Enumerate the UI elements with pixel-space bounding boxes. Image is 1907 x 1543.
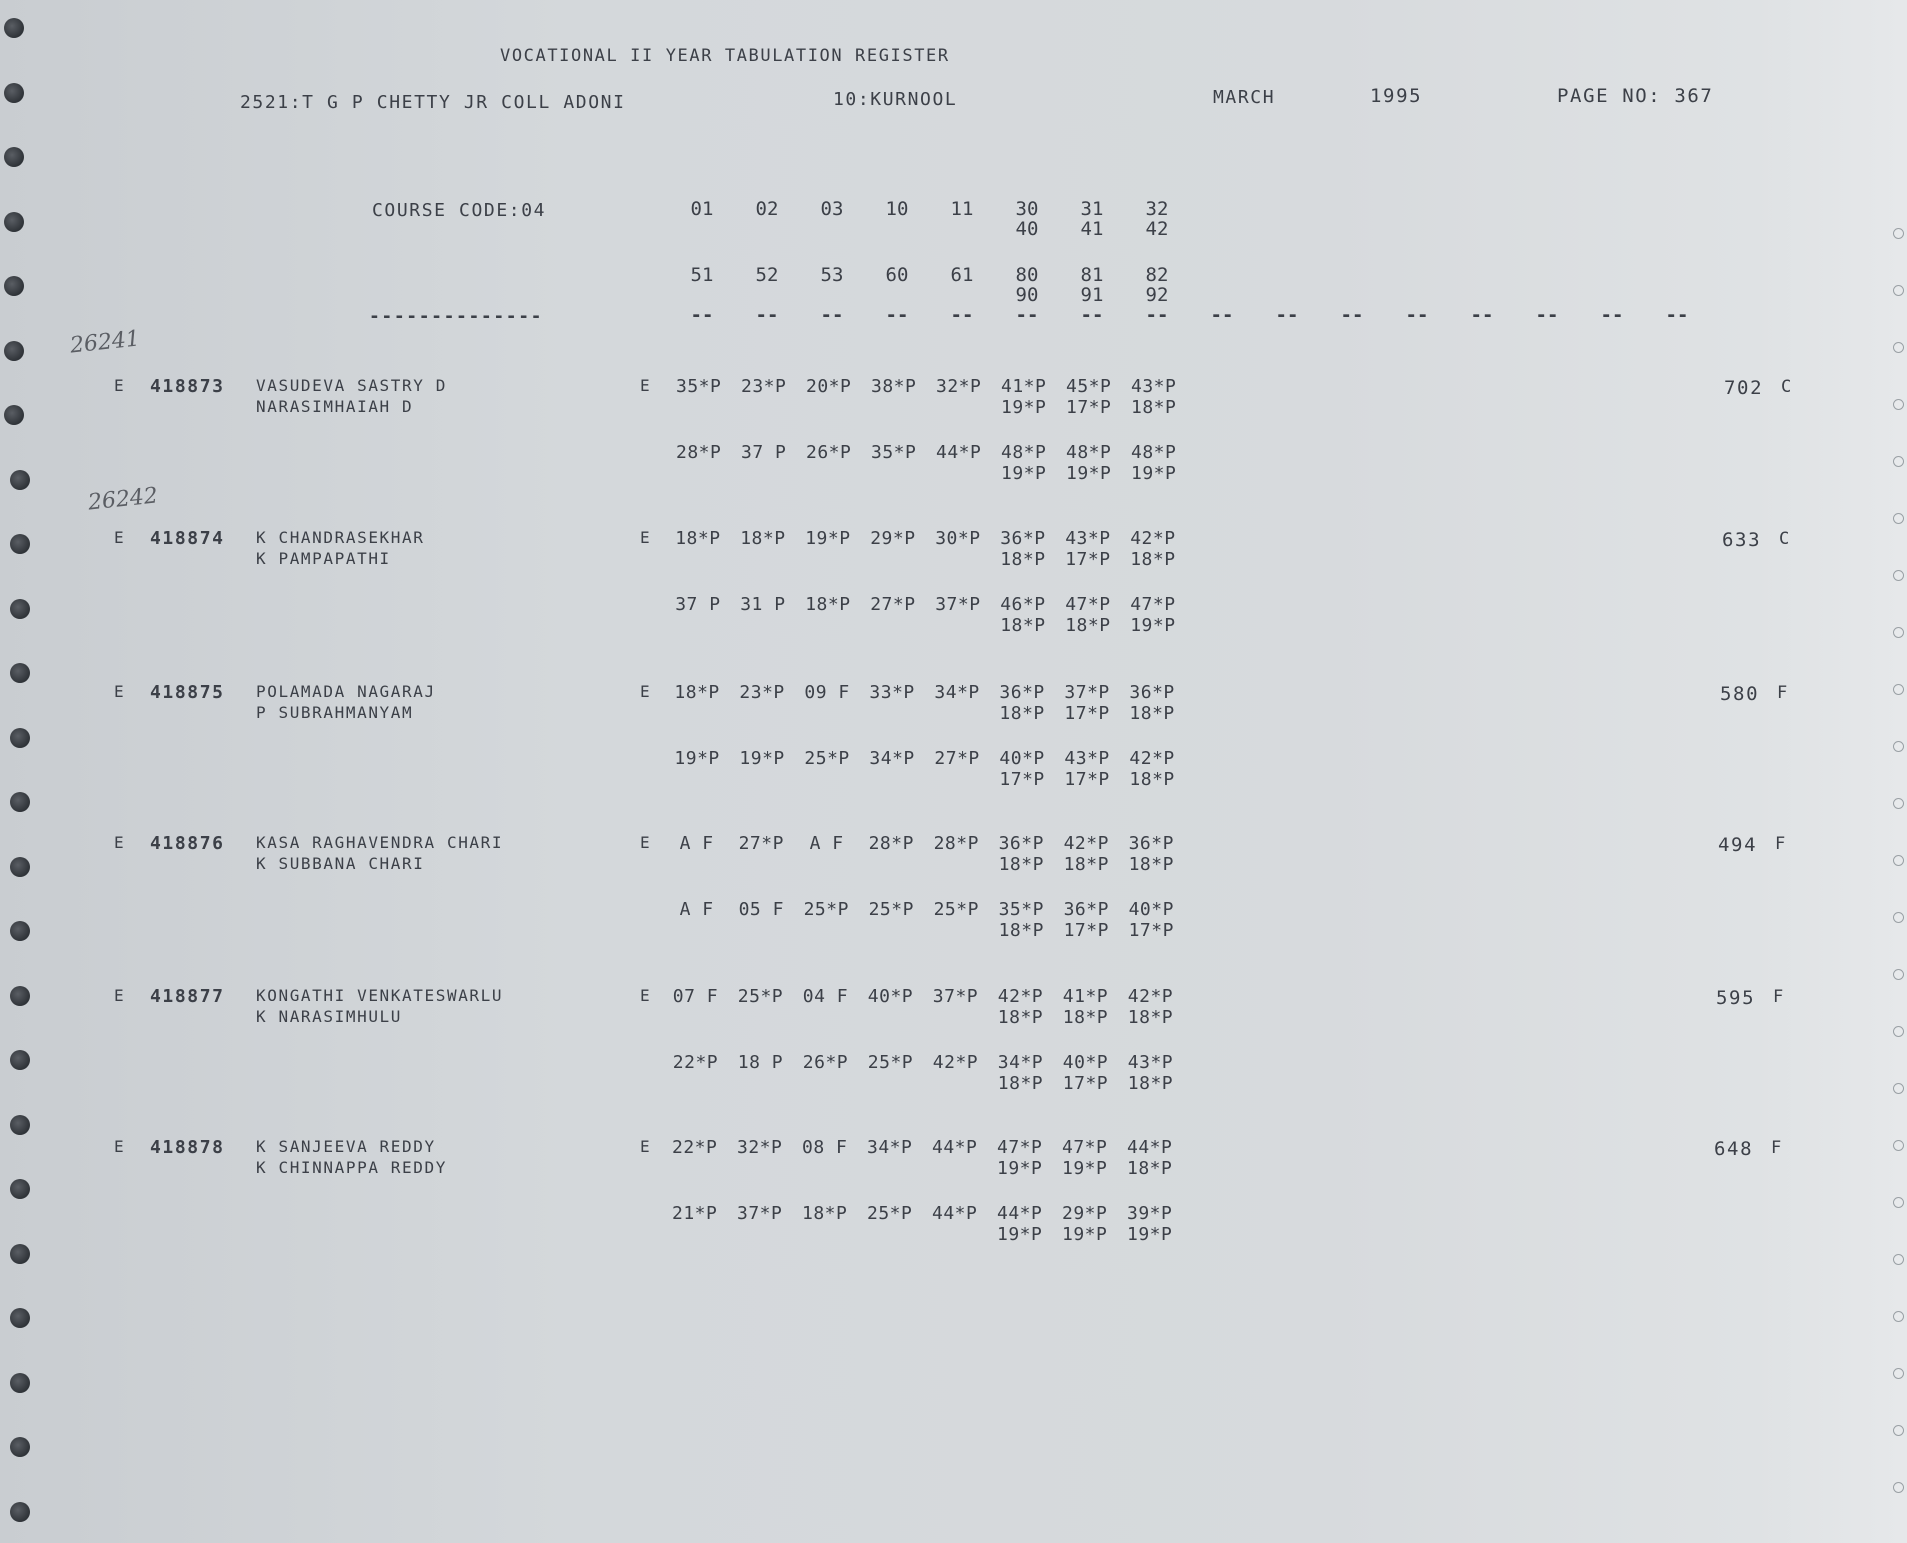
mark: 25*P [803,899,849,920]
mark: 40*P [999,748,1045,769]
result-grade: F [1771,1138,1783,1158]
total-marks: 648 [1714,1138,1754,1160]
register-title: VOCATIONAL II YEAR TABULATION REGISTER [500,46,950,66]
mark: 32*P [936,376,982,397]
mark: 32*P [737,1137,783,1158]
mark: 17*P [999,769,1045,790]
edge-perforation [1893,1368,1904,1379]
mark: 44*P [932,1203,978,1224]
column-dash: -- [1275,304,1299,326]
mark: 19*P [1127,1224,1173,1245]
mark: 43*P [1131,376,1177,397]
total-marks: 702 [1724,377,1764,399]
subject-code: 51 [690,264,714,286]
punch-hole [10,1373,30,1393]
total-marks: 494 [1718,834,1758,856]
mark: 39*P [1127,1203,1173,1224]
punch-hole [10,1308,30,1328]
college-name: 2521:T G P CHETTY JR COLL ADONI [240,92,626,113]
subject-code: 02 [755,198,779,220]
mark: A F [679,899,714,920]
mark: 47*P [1065,594,1111,615]
subject-code: 53 [820,264,844,286]
mark: 18*P [1063,854,1109,875]
edge-perforation [1893,741,1904,752]
mark: 19*P [739,748,785,769]
mark: 46*P [1000,594,1046,615]
mark: 23*P [741,376,787,397]
subject-code: 60 [885,264,909,286]
punch-hole [10,1502,30,1522]
edge-perforation [1893,342,1904,353]
medium-code: E [640,376,652,395]
mark: 35*P [998,899,1044,920]
column-dash: -- [1405,304,1429,326]
punch-hole [4,83,24,103]
punch-hole [10,728,30,748]
mark: 28*P [933,833,979,854]
record-type: E [114,376,126,395]
father-name: P SUBRAHMANYAM [256,703,414,722]
subject-code: 01 [690,198,714,220]
mark: 18*P [1127,1007,1174,1028]
total-marks: 633 [1722,529,1762,551]
mark: 36*P [1128,833,1174,854]
mark: 09 F [804,682,850,703]
punch-hole [10,470,30,490]
edge-perforation [1893,1140,1904,1151]
mark: 31 P [740,594,786,615]
mark: 44*P [997,1203,1043,1224]
mark: 43*P [1064,748,1110,769]
mark: 43*P [1065,528,1111,549]
mark: 29*P [870,528,916,549]
mark: 25*P [737,986,784,1007]
punch-hole [10,1115,30,1135]
mark: 36*P [1129,682,1175,703]
mark: 18*P [999,703,1045,724]
medium-code: E [640,682,652,701]
mark: 26*P [806,442,852,463]
mark: 48*P [1001,442,1047,463]
father-name: K SUBBANA CHARI [256,854,425,873]
mark: 29*P [1062,1203,1108,1224]
father-name: K CHINNAPPA REDDY [256,1158,447,1177]
mark: 18*P [1129,769,1175,790]
subject-code: 92 [1145,284,1169,306]
edge-perforation [1893,1311,1904,1322]
mark: 17*P [1128,920,1174,941]
mark: 18*P [997,1007,1044,1028]
mark: 18 P [737,1052,784,1073]
student-name: KASA RAGHAVENDRA CHARI [256,833,504,852]
mark: 28*P [676,442,722,463]
total-marks: 580 [1720,683,1760,705]
subject-code: 10 [885,198,909,220]
column-dash: -- [820,304,844,326]
edge-perforation [1893,855,1904,866]
column-dash: -- [690,304,714,326]
record-type: E [114,833,126,852]
mark: 36*P [998,833,1044,854]
mark: 27*P [738,833,784,854]
mark: 27*P [934,748,980,769]
student-name: K SANJEEVA REDDY [256,1137,436,1156]
mark: 37*P [737,1203,783,1224]
punch-hole [4,147,24,167]
edge-perforation [1893,285,1904,296]
mark: 21*P [672,1203,718,1224]
mark: 44*P [1127,1137,1173,1158]
mark: 19*P [997,1158,1043,1179]
punch-hole [4,341,24,361]
subject-code: 52 [755,264,779,286]
edge-perforation [1893,399,1904,410]
column-dash: -- [1210,304,1234,326]
mark: 37*P [932,986,979,1007]
mark: 40*P [1128,899,1174,920]
mark: 40*P [1062,1052,1109,1073]
mark: 30*P [935,528,981,549]
column-dash: -- [1145,304,1169,326]
mark: 47*P [1062,1137,1108,1158]
mark: 36*P [1063,899,1109,920]
student-name: KONGATHI VENKATESWARLU [256,986,504,1005]
father-name: K NARASIMHULU [256,1007,403,1026]
mark: 47*P [1130,594,1176,615]
punch-hole [10,599,30,619]
course-code-label: COURSE CODE:04 [372,200,547,221]
punch-hole [10,792,30,812]
punch-hole [4,276,24,296]
subject-code: 90 [1015,284,1039,306]
punch-hole [4,18,24,38]
punch-hole [10,534,30,554]
record-type: E [114,1137,126,1156]
result-grade: C [1781,377,1793,397]
mark: 19*P [1001,463,1047,484]
mark: 17*P [1063,920,1109,941]
subject-code: 81 [1080,264,1104,286]
mark: 19*P [1001,397,1047,418]
mark: 17*P [1062,1073,1109,1094]
column-dash: -- [1470,304,1494,326]
column-dash: -- [1535,304,1559,326]
mark: 25*P [868,899,914,920]
mark: 35*P [871,442,917,463]
exam-month: MARCH [1213,87,1276,108]
mark: 37 P [741,442,787,463]
handwritten-annotation-1: 26241 [68,326,142,359]
punch-hole [4,405,24,425]
handwritten-annotation-2: 26242 [86,483,160,516]
punch-hole [10,1437,30,1457]
mark: 18*P [740,528,786,549]
column-dash: -- [1015,304,1039,326]
page-number: PAGE NO: 367 [1557,85,1714,107]
subject-code: 30 [1015,198,1039,220]
mark: 34*P [934,682,980,703]
mark: 27*P [870,594,916,615]
district-name: 10:KURNOOL [833,89,958,110]
mark: 25*P [933,899,979,920]
mark: 22*P [672,1137,718,1158]
mark: 18*P [1127,1073,1174,1094]
mark: 18*P [1000,615,1046,636]
punch-hole [10,1244,30,1264]
mark: 36*P [999,682,1045,703]
student-name: K CHANDRASEKHAR [256,528,425,547]
subject-code: 82 [1145,264,1169,286]
mark: 18*P [805,594,851,615]
subject-code: 11 [950,198,974,220]
mark: 37*P [1064,682,1110,703]
result-grade: F [1775,834,1787,854]
column-dash: -- [1665,304,1689,326]
mark: 04 F [802,986,849,1007]
mark: 17*P [1066,397,1112,418]
mark: 08 F [802,1137,848,1158]
edge-perforation [1893,1425,1904,1436]
mark: 18*P [998,920,1044,941]
punch-hole [10,1179,30,1199]
edge-perforation [1893,228,1904,239]
column-dash: -- [1080,304,1104,326]
mark: 19*P [1131,463,1177,484]
column-dash: -- [1340,304,1364,326]
mark: 18*P [997,1073,1044,1094]
mark: 18*P [1130,549,1176,570]
mark: 19*P [1066,463,1112,484]
record-type: E [114,986,126,1005]
total-marks: 595 [1716,987,1756,1009]
edge-perforation [1893,912,1904,923]
register-number: 418877 [150,986,225,1007]
mark: 45*P [1066,376,1112,397]
edge-perforation [1893,1026,1904,1037]
mark: 19*P [997,1224,1043,1245]
edge-perforation [1893,1482,1904,1493]
medium-code: E [640,528,652,547]
mark: 18*P [1062,1007,1109,1028]
mark: 48*P [1131,442,1177,463]
medium-code: E [640,1137,652,1156]
mark: 44*P [936,442,982,463]
mark: 42*P [932,1052,979,1073]
mark: 34*P [867,1137,913,1158]
register-number: 418875 [150,682,225,703]
mark: 41*P [1001,376,1047,397]
exam-year: 1995 [1370,85,1423,107]
mark: 23*P [739,682,785,703]
subject-code: 91 [1080,284,1104,306]
mark: 37 P [675,594,721,615]
mark: 17*P [1065,549,1111,570]
mark: A F [809,833,844,854]
subject-code: 80 [1015,264,1039,286]
father-name: NARASIMHAIAH D [256,397,414,416]
mark: 17*P [1064,703,1110,724]
edge-perforation [1893,570,1904,581]
column-dash: -- [885,304,909,326]
result-grade: C [1779,529,1791,549]
mark: 37*P [935,594,981,615]
edge-perforation [1893,798,1904,809]
punch-hole [10,1050,30,1070]
medium-code: E [640,833,652,852]
register-number: 418876 [150,833,225,854]
mark: 41*P [1062,986,1109,1007]
mark: 18*P [1127,1158,1173,1179]
subject-code: 42 [1145,218,1169,240]
subject-code: 03 [820,198,844,220]
mark: 34*P [869,748,915,769]
record-type: E [114,528,126,547]
subject-code: 41 [1080,218,1104,240]
mark: 35*P [676,376,722,397]
mark: 25*P [867,1203,913,1224]
mark: 18*P [802,1203,848,1224]
mark: 19*P [1062,1158,1108,1179]
mark: 18*P [1065,615,1111,636]
mark: 40*P [867,986,914,1007]
punch-hole [10,663,30,683]
mark: 19*P [805,528,851,549]
mark: 05 F [738,899,784,920]
mark: 20*P [806,376,852,397]
mark: 36*P [1000,528,1046,549]
mark: 42*P [1127,986,1174,1007]
mark: 42*P [997,986,1044,1007]
mark: 28*P [868,833,914,854]
edge-perforation [1893,1197,1904,1208]
result-grade: F [1773,987,1785,1007]
mark: 25*P [804,748,850,769]
edge-perforation [1893,1083,1904,1094]
punch-hole [10,857,30,877]
mark: 42*P [1130,528,1176,549]
mark: 34*P [997,1052,1044,1073]
mark: 43*P [1127,1052,1174,1073]
mark: 33*P [869,682,915,703]
punch-hole [4,212,24,232]
mark: 18*P [1131,397,1177,418]
mark: 38*P [871,376,917,397]
mark: 17*P [1064,769,1110,790]
mark: 48*P [1066,442,1112,463]
subject-code: 31 [1080,198,1104,220]
edge-perforation [1893,684,1904,695]
punch-hole [10,986,30,1006]
course-code-underline: -------------- [369,306,544,327]
mark: 18*P [998,854,1044,875]
result-grade: F [1777,683,1789,703]
mark: 18*P [1128,854,1174,875]
student-name: VASUDEVA SASTRY D [256,376,447,395]
column-dash: -- [755,304,779,326]
edge-perforation [1893,627,1904,638]
mark: 26*P [802,1052,849,1073]
register-number: 418873 [150,376,225,397]
subject-code: 40 [1015,218,1039,240]
mark: 07 F [672,986,719,1007]
mark: 18*P [675,528,721,549]
medium-code: E [640,986,652,1005]
subject-code: 32 [1145,198,1169,220]
father-name: K PAMPAPATHI [256,549,391,568]
mark: 42*P [1129,748,1175,769]
mark: 18*P [1000,549,1046,570]
mark: 19*P [1062,1224,1108,1245]
mark: 18*P [1129,703,1175,724]
column-dash: -- [1600,304,1624,326]
mark: 44*P [932,1137,978,1158]
subject-code: 61 [950,264,974,286]
column-dash: -- [950,304,974,326]
register-number: 418874 [150,528,225,549]
edge-perforation [1893,969,1904,980]
mark: 42*P [1063,833,1109,854]
edge-perforation [1893,1254,1904,1265]
edge-perforation [1893,513,1904,524]
mark: 47*P [997,1137,1043,1158]
mark: 18*P [674,682,720,703]
mark: 19*P [674,748,720,769]
mark: A F [679,833,714,854]
register-number: 418878 [150,1137,225,1158]
mark: 22*P [672,1052,719,1073]
edge-perforation [1893,456,1904,467]
mark: 25*P [867,1052,914,1073]
student-name: POLAMADA NAGARAJ [256,682,436,701]
punch-hole [10,921,30,941]
record-type: E [114,682,126,701]
mark: 19*P [1130,615,1176,636]
